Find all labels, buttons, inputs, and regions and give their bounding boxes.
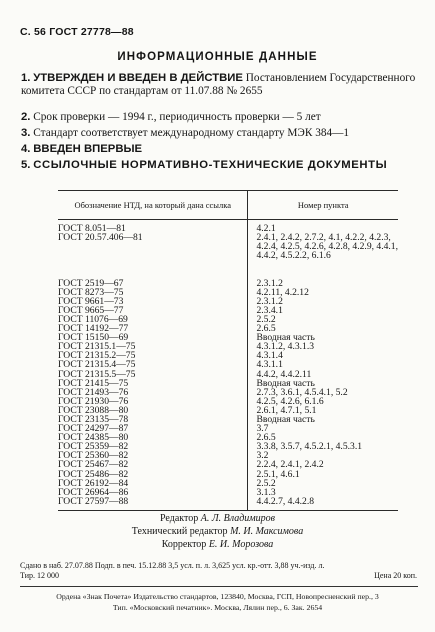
clause-number: 4.2.1	[256, 223, 276, 234]
clause-number: 4.3.1.1	[256, 359, 283, 371]
imprint-details: Сдано в наб. 27.07.88 Подп. в печ. 15.12.88 3,5 усл. п. л. 3,625 усл. кр.-отт. 3,88 уч.-изд. л.	[20, 561, 325, 570]
clause-number	[256, 260, 398, 269]
ntd-designation	[58, 251, 247, 260]
ntd-designation: ГОСТ 27597—88	[58, 495, 129, 507]
column-header-ntd: Обозначение НТД, на который дана ссылка	[58, 191, 248, 220]
clause-number: 2.3.4.1	[256, 304, 283, 316]
ntd-designation: ГОСТ 23135—78	[58, 413, 129, 425]
ntd-designation: ГОСТ 21493—76	[58, 386, 129, 398]
ntd-designation: ГОСТ 24297—87	[58, 423, 129, 435]
ntd-designation: ГОСТ 20.57.406—81	[58, 232, 143, 244]
info-item-3: 3. Стандарт соответствует международному стандарту МЭК 384—1	[21, 127, 350, 139]
ntd-designation: ГОСТ 21315.1—75	[58, 341, 136, 353]
info-item-1: 1. УТВЕРЖДЕН И ВВЕДЕН В ДЕЙСТВИЕ Постановлением Государственного комитета СССР по стандартам от 11.07.88 № 2655	[21, 72, 416, 97]
clause-number: 3.3.8, 3.5.7, 4.5.2.1, 4.5.3.1	[256, 441, 363, 453]
clause-number: 4.4.2, 4.5.2.2, 6.1.6	[256, 250, 331, 262]
clause-number: Вводная часть	[256, 332, 315, 344]
clause-number: 4.2.4, 4.2.5, 4.2.6, 4.2.8, 4.2.9, 4.4.1,	[256, 241, 398, 253]
clause-number: 4.2.5, 4.2.6, 6.1.6	[256, 395, 324, 407]
clause-number: Вводная часть	[256, 377, 315, 389]
clause-number: 2.5.2	[256, 477, 276, 489]
ntd-designation: ГОСТ 25486—82	[58, 468, 129, 480]
clause-number: 2.6.5	[256, 432, 276, 444]
corrector-line: Корректор Е. И. Морозова	[161, 539, 274, 550]
ntd-designation	[58, 242, 247, 251]
clause-number: 4.4.2.7, 4.4.2.8	[256, 495, 315, 507]
ntd-designation: ГОСТ 26192—84	[58, 477, 129, 489]
ntd-designation: ГОСТ 2519—67	[58, 277, 124, 289]
ntd-designation: ГОСТ 8273—75	[58, 286, 124, 298]
clause-number: 2.2.4, 2.4.1, 2.4.2	[256, 459, 324, 471]
clause-number: Вводная часть	[256, 413, 315, 425]
publisher-line: Ордена «Знак Почета» Издательство стандартов, 123840, Москва, ГСП, Новопресненский пер., 3	[56, 592, 379, 601]
section-title: ИНФОРМАЦИОННЫЕ ДАННЫЕ	[117, 51, 318, 63]
ntd-designation: ГОСТ 26964—86	[58, 486, 129, 498]
printer-line: Тип. «Московский печатник». Москва, Лялин пер., 6. Зак. 2654	[112, 603, 323, 612]
ntd-designation: ГОСТ 25360—82	[58, 450, 129, 462]
references-table	[58, 190, 398, 511]
info-item-5: 5. ССЫЛОЧНЫЕ НОРМАТИВНО-ТЕХНИЧЕСКИЕ ДОКУМЕНТЫ	[21, 159, 388, 171]
clause-number: 2.4.1, 2.4.2, 2.7.2, 4.1, 4.2.2, 4.2.3,	[256, 232, 391, 244]
clause-number: 4.3.1.2, 4.3.1.3	[256, 341, 315, 353]
ntd-designation: ГОСТ 8.051—81	[58, 223, 126, 234]
clause-number: 2.6.1, 4.7.1, 5.1	[256, 404, 317, 416]
footer-rule	[20, 586, 418, 587]
clause-number: 4.4.2, 4.4.2.11	[256, 368, 312, 380]
editor-line: Редактор А. Л. Владимиров	[160, 513, 275, 524]
clause-number: 2.5.1, 4.6.1	[256, 468, 300, 480]
clause-number: 2.6.5	[256, 323, 276, 335]
ntd-designation: ГОСТ 21315.5—75	[58, 368, 136, 380]
ntd-designation: ГОСТ 25467—82	[58, 459, 129, 471]
column-header-clause: Номер пункта	[248, 191, 398, 220]
print-run: Тир. 12 000	[20, 571, 59, 580]
ntd-designation: ГОСТ 21930—76	[58, 395, 129, 407]
ntd-designation: ГОСТ 23088—80	[58, 404, 129, 416]
ntd-designation: ГОСТ 21315.4—75	[58, 359, 136, 371]
info-item-2: 2. Срок проверки — 1994 г., периодичность проверки — 5 лет	[21, 111, 321, 123]
clause-number: 4.3.1.4	[256, 350, 283, 362]
ntd-designation: ГОСТ 21315.2—75	[58, 350, 136, 362]
price: Цена 20 коп.	[374, 571, 417, 580]
ntd-designation-column	[58, 220, 248, 506]
clause-number: 2.3.1.2	[256, 277, 283, 289]
ntd-designation: ГОСТ 25359—82	[58, 441, 129, 453]
clause-number: 4.2.11, 4.2.12	[256, 286, 309, 298]
ntd-designation: ГОСТ 11076—69	[58, 313, 128, 325]
ntd-designation: ГОСТ 14192—77	[58, 323, 129, 335]
ntd-designation	[58, 260, 247, 269]
clause-number: 2.7.3, 3.6.1, 4.5.4.1, 5.2	[256, 386, 348, 398]
clause-number: 2.5.2	[256, 313, 276, 325]
info-item-4: 4. ВВЕДЕН ВПЕРВЫЕ	[21, 143, 143, 155]
clause-number: 3.7	[256, 423, 269, 435]
ntd-designation: ГОСТ 21415—75	[58, 377, 129, 389]
clause-number-column	[248, 220, 398, 506]
tech-editor-line: Технический редактор М. И. Максимова	[131, 526, 304, 537]
ntd-designation: ГОСТ 24385—80	[58, 432, 129, 444]
ntd-designation: ГОСТ 9661—73	[58, 295, 124, 307]
clause-number: 3.1.3	[256, 486, 276, 498]
ntd-designation: ГОСТ 15150—69	[58, 332, 129, 344]
clause-number: 3.2	[256, 450, 269, 462]
clause-number: 2.3.1.2	[256, 295, 283, 307]
page-header: С. 56 ГОСТ 27778—88	[20, 26, 134, 38]
ntd-designation: ГОСТ 9665—77	[58, 304, 124, 316]
